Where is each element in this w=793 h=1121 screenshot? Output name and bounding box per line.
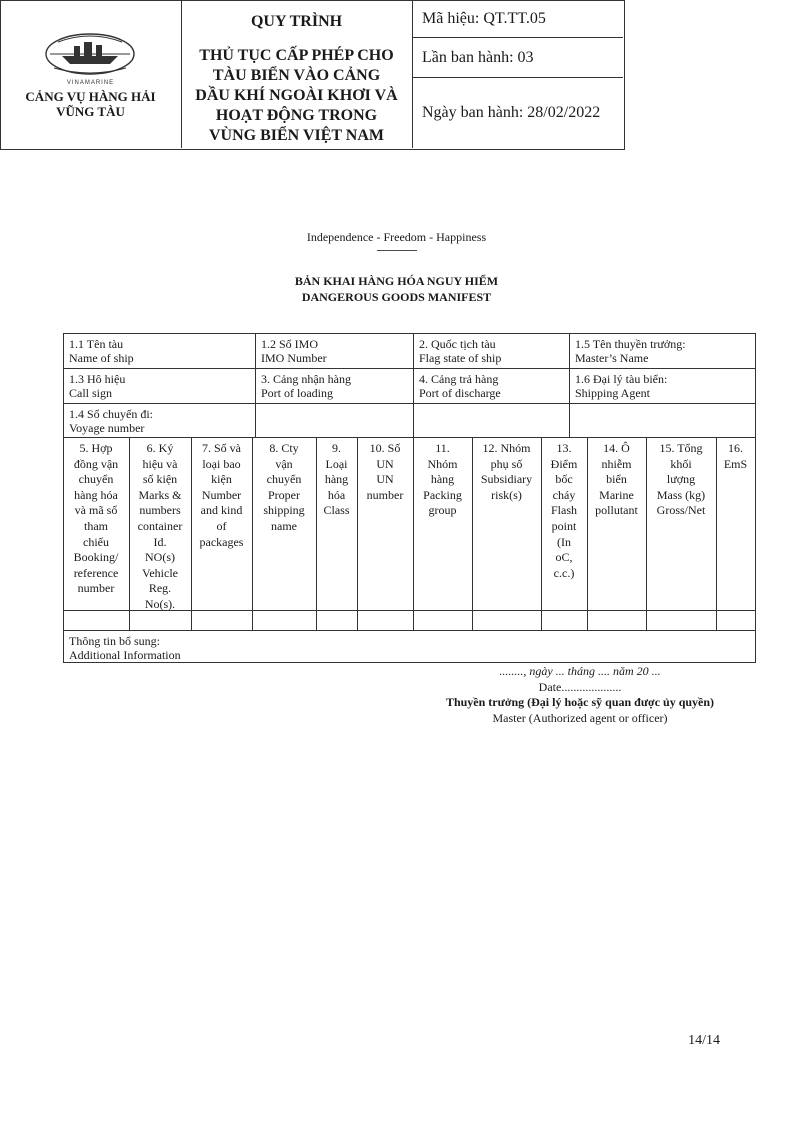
column-header <box>357 441 413 503</box>
signer-title-vi: Thuyền trưởng (Đại lý hoặc sỹ quan được ủy quyền) <box>445 695 715 709</box>
org-cell <box>0 0 182 148</box>
column-header-line: c.c.) <box>553 565 575 580</box>
field-master-name <box>575 337 753 365</box>
column-header-line: Mass (kg) <box>656 487 706 502</box>
column-header-line: phụ số <box>490 456 523 471</box>
motto: Independence - Freedom - Happiness <box>306 230 487 244</box>
column-header-line: hàng <box>430 472 455 487</box>
field-port-of-loading <box>261 372 411 400</box>
field-flag-state <box>419 337 567 365</box>
column-header-line: 10. Số <box>369 441 401 455</box>
column-header-line: kiện <box>211 472 232 487</box>
column-header-line: 7. Số và <box>202 441 241 455</box>
column-header-line: numbers <box>139 503 181 518</box>
column-header-line: bốc <box>555 472 573 487</box>
form-title-vi: BẢN KHAI HÀNG HÓA NGUY HIỂM <box>294 274 499 288</box>
column-header-line: container <box>137 518 183 533</box>
column-header-line: 5. Hợp <box>79 441 113 455</box>
column-header-line: Loại <box>325 456 348 471</box>
doc-title-line: THỦ TỤC CẤP PHÉP CHO <box>199 47 394 64</box>
column-header <box>716 441 755 472</box>
doc-meta-cell <box>412 0 623 148</box>
column-header-line: Flash <box>550 503 577 518</box>
doc-issue-no: Lần ban hành: 03 <box>412 38 623 78</box>
column-header-line: 13. <box>556 441 572 455</box>
column-header-line: lượng <box>666 472 696 487</box>
column-header-line: pollutant <box>595 503 638 518</box>
org-name-line2: VŨNG TÀU <box>56 104 125 119</box>
field-label-en: Name of ship <box>69 351 134 365</box>
field-label-en: IMO Number <box>261 351 327 365</box>
field-shipping-agent <box>575 372 753 400</box>
column-header-line: number <box>77 581 115 596</box>
field-label-en: Flag state of ship <box>419 351 502 365</box>
column-header <box>129 441 191 613</box>
field-label-vi: Thông tin bổ sung: <box>69 634 161 648</box>
document-header <box>0 0 625 150</box>
field-port-of-discharge <box>419 372 567 400</box>
field-label-vi: 4. Cảng trả hàng <box>419 372 499 386</box>
column-header-line: risk(s) <box>491 487 522 502</box>
motto-rule: --------------- <box>376 244 417 256</box>
column-header-line: biển <box>606 472 627 487</box>
column-header-line: hàng hóa <box>74 487 118 502</box>
column-header-line: 9. <box>332 441 341 455</box>
column-header-line: Proper <box>268 487 300 502</box>
column-header-line: chiếu <box>83 534 109 549</box>
field-label-en: Port of discharge <box>419 386 501 400</box>
column-header-line: Vehicle <box>142 565 178 580</box>
column-header-line: 6. Ký <box>146 441 174 455</box>
column-header-line: Packing <box>423 487 462 502</box>
column-header-line: name <box>271 518 297 533</box>
column-header-line: UN <box>376 456 394 471</box>
column-header-line: chuyển <box>266 472 302 487</box>
doc-issue-date: Ngày ban hành: 28/02/2022 <box>422 104 601 121</box>
column-header-line: 11. <box>435 441 450 455</box>
column-header-line: Marks & <box>138 487 182 502</box>
field-label-vi: 1.3 Hô hiệu <box>69 372 126 386</box>
field-label-en: Shipping Agent <box>575 386 651 400</box>
column-header-line: 14. Ô <box>603 441 630 455</box>
column-header-line: oC, <box>555 550 573 565</box>
column-header <box>316 441 357 519</box>
signature-date-vi: ........, ngày ... tháng .... năm 20 ... <box>499 664 661 678</box>
column-header-line: Id. <box>153 534 167 549</box>
additional-information <box>69 634 369 662</box>
field-label-en: Additional Information <box>69 648 181 662</box>
column-header-line: nhiễm <box>601 456 632 471</box>
column-header-line: số kiện <box>142 472 178 487</box>
signature-date-en: Date.................... <box>538 680 622 694</box>
column-header <box>541 441 587 581</box>
column-header-line: Điểm <box>550 456 578 471</box>
column-header-line: và mã số <box>74 503 118 518</box>
column-header-line: group <box>428 503 457 518</box>
page-number: 14/14 <box>688 1033 720 1048</box>
field-label-en: Port of loading <box>261 386 333 400</box>
column-header-line: loại bao <box>202 456 241 471</box>
column-header <box>63 441 129 597</box>
column-header-line: hóa <box>327 487 346 502</box>
org-brand: VINAMARINE <box>66 80 115 86</box>
form-title-en: DANGEROUS GOODS MANIFEST <box>301 290 492 304</box>
column-header-line: vận <box>275 456 293 471</box>
column-header-line: chuyển <box>78 472 114 487</box>
column-header-line: Marine <box>599 487 634 502</box>
field-label-vi: 1.4 Số chuyến đi: <box>69 407 153 421</box>
column-header-line: 8. Cty <box>269 441 299 455</box>
doc-title-line: HOẠT ĐỘNG TRONG <box>215 107 378 124</box>
column-header-line: number <box>366 487 404 502</box>
column-header <box>191 441 252 550</box>
column-header-line: Booking/ <box>73 550 119 565</box>
column-header-line: tham <box>84 518 108 533</box>
column-header-line: hàng <box>324 472 349 487</box>
column-header-line: (In <box>557 534 571 549</box>
column-header-line: 16. <box>728 441 743 455</box>
column-header-line: reference <box>73 565 119 580</box>
column-header-line: 12. Nhóm <box>482 441 531 455</box>
column-header-line: Number <box>201 487 242 502</box>
field-label-vi: 1.5 Tên thuyền trưởng: <box>575 337 686 351</box>
column-header-line: UN <box>376 472 394 487</box>
column-header-line: 15. Tổng <box>659 441 703 455</box>
column-header-line: khối <box>670 456 692 471</box>
field-label-en: Call sign <box>69 386 113 400</box>
column-header-line: cháy <box>552 487 576 502</box>
column-header <box>252 441 316 535</box>
column-header <box>413 441 472 519</box>
column-header-line: Reg. <box>148 581 172 596</box>
doc-title-line: DẦU KHÍ NGOÀI KHƠI VÀ <box>195 87 398 104</box>
column-header-line: point <box>551 518 577 533</box>
column-header <box>472 441 541 503</box>
column-header-line: EmS <box>723 456 748 471</box>
field-ship-name <box>69 337 249 365</box>
column-header-line: packages <box>199 534 244 549</box>
column-header-line: NO(s) <box>145 550 175 565</box>
doc-title-line: TÀU BIỂN VÀO CẢNG <box>212 67 381 84</box>
field-voyage-number <box>69 407 249 435</box>
field-imo-number <box>261 337 411 365</box>
column-header-line: and kind <box>200 503 243 518</box>
field-label-vi: 2. Quốc tịch tàu <box>419 337 496 351</box>
column-header-line: Class <box>323 503 350 518</box>
org-name-line1: CẢNG VỤ HÀNG HẢI <box>25 89 156 104</box>
doc-code: Mã hiệu: QT.TT.05 <box>412 0 623 38</box>
column-header-line: No(s). <box>144 596 176 611</box>
doc-type: QUY TRÌNH <box>250 13 343 30</box>
field-label-vi: 1.1 Tên tàu <box>69 337 124 351</box>
field-label-vi: 1.6 Đại lý tàu biển: <box>575 372 668 386</box>
field-label-vi: 3. Cảng nhận hàng <box>261 372 351 386</box>
column-header-line: shipping <box>263 503 305 518</box>
field-label-en: Voyage number <box>69 421 145 435</box>
doc-title-cell <box>181 0 413 148</box>
column-header-line: đồng vận <box>73 456 119 471</box>
column-header-line: Nhóm <box>427 456 458 471</box>
vinamarine-logo-icon <box>44 32 136 76</box>
column-header-line: Subsidiary <box>480 472 533 487</box>
column-header-line: of <box>216 518 227 533</box>
column-header-line: hiệu và <box>142 456 178 471</box>
field-label-en: Master’s Name <box>575 351 649 365</box>
doc-title-line: VÙNG BIỂN VIỆT NAM <box>209 127 384 144</box>
column-header <box>587 441 646 519</box>
column-header <box>646 441 716 519</box>
field-call-sign <box>69 372 249 400</box>
field-label-vi: 1.2 Số IMO <box>261 337 319 351</box>
column-header-line: Gross/Net <box>656 503 706 518</box>
signer-title-en: Master (Authorized agent or officer) <box>492 711 668 725</box>
